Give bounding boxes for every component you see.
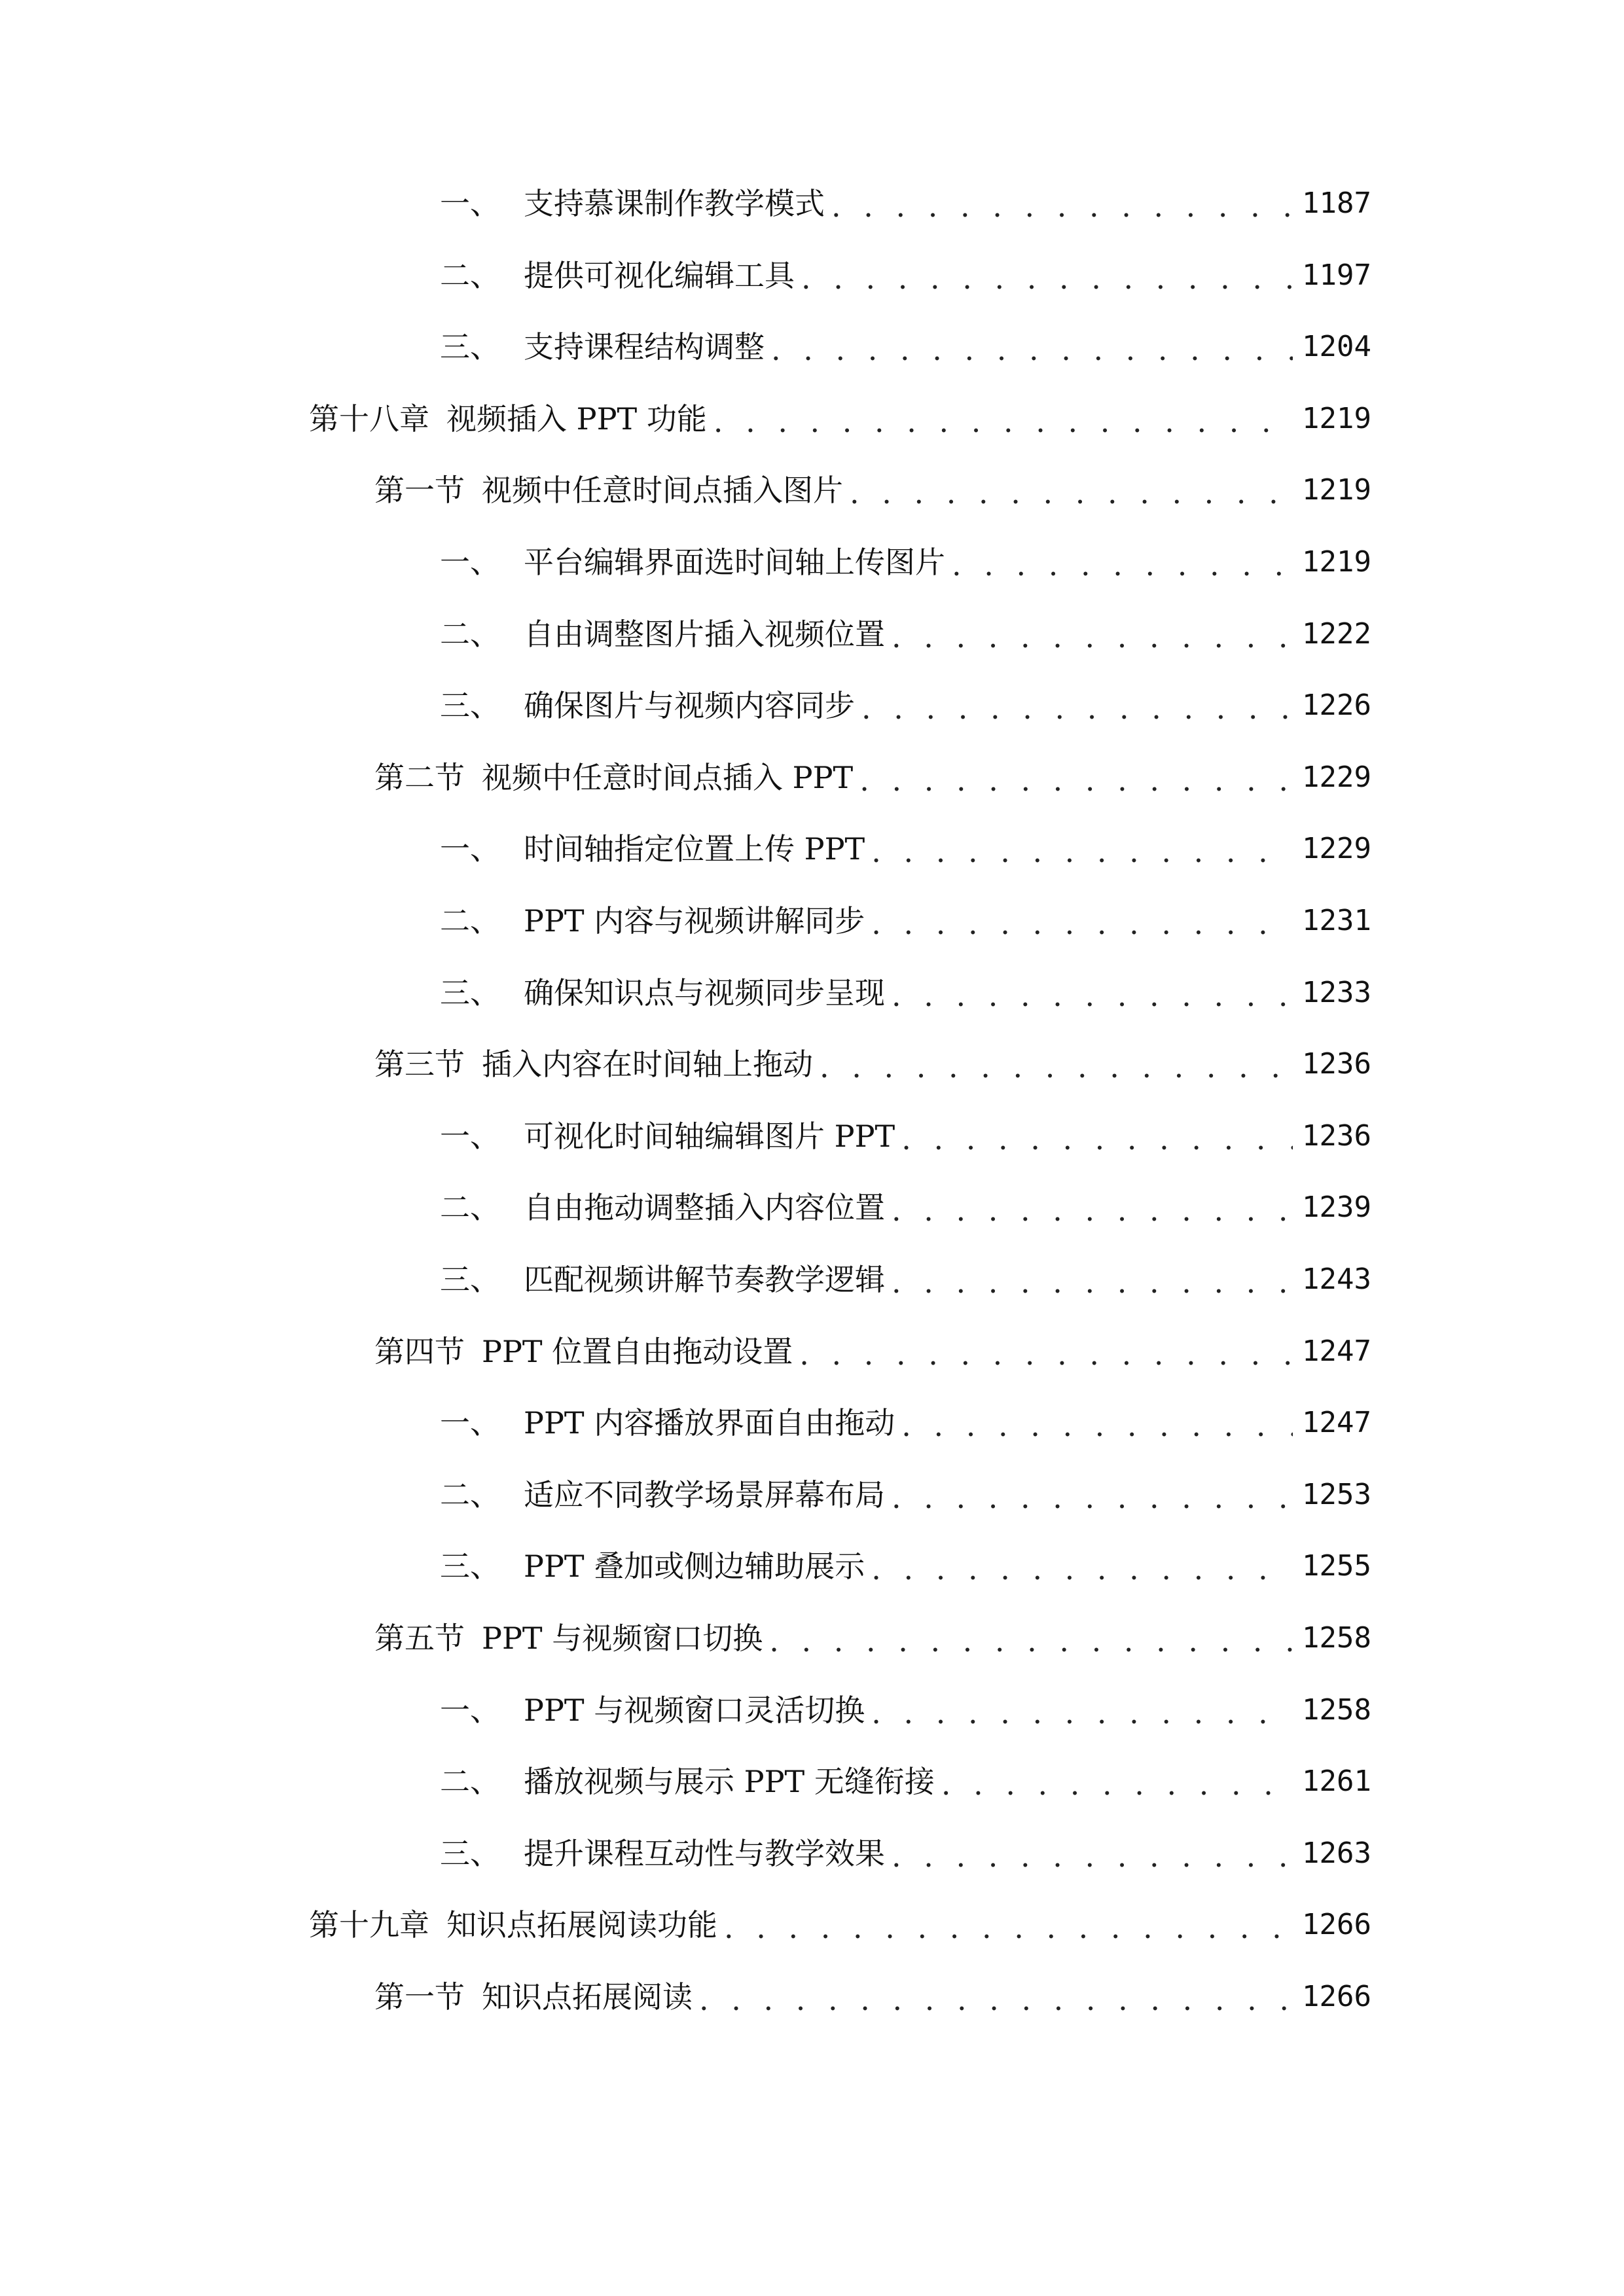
- toc-entry-section[interactable]: [0, 751, 1624, 804]
- toc-entry-number: 二、: [440, 1477, 500, 1513]
- toc-entry-number: 二、: [440, 1764, 500, 1800]
- toc-entry-title: 视频中任意时间点插入 PPT: [482, 759, 854, 795]
- dot-leader: [892, 1830, 1293, 1882]
- toc-entry-item[interactable]: [0, 608, 1624, 660]
- toc-entry-page-number: 1229: [1302, 832, 1371, 866]
- toc-entry-item[interactable]: [0, 1684, 1624, 1736]
- toc-entry-page-number: 1239: [1302, 1191, 1371, 1225]
- toc-entry-item[interactable]: [0, 1755, 1624, 1808]
- toc-entry-item[interactable]: [0, 321, 1624, 373]
- toc-entry-section[interactable]: [0, 1971, 1624, 2023]
- dot-leader: [892, 1256, 1293, 1308]
- toc-entry-page-number: 1236: [1302, 1047, 1371, 1081]
- toc-entry-page-number: 1233: [1302, 975, 1371, 1009]
- dot-leader: [941, 1758, 1293, 1810]
- toc-entry-number: 一、: [440, 831, 500, 867]
- dot-leader: [871, 1687, 1293, 1739]
- toc-entry-page-number: 1247: [1302, 1406, 1371, 1440]
- toc-entry-number: 第十九章: [309, 1907, 429, 1943]
- toc-entry-title: 可视化时间轴编辑图片 PPT: [524, 1118, 895, 1154]
- dot-leader: [713, 395, 1293, 448]
- toc-entry-number: 二、: [440, 1190, 500, 1226]
- toc-entry-item[interactable]: [0, 536, 1624, 588]
- toc-entry-page-number: 1255: [1302, 1549, 1371, 1583]
- toc-entry-page-number: 1261: [1302, 1765, 1371, 1799]
- dot-leader: [850, 467, 1293, 519]
- toc-entry-title: PPT 与视频窗口灵活切换: [524, 1692, 865, 1728]
- dot-leader: [859, 754, 1293, 806]
- dot-leader: [871, 1543, 1293, 1595]
- toc-entry-number: 第五节: [374, 1621, 465, 1656]
- toc-entry-page-number: 1266: [1302, 1980, 1371, 2013]
- toc-entry-item[interactable]: [0, 895, 1624, 947]
- dot-leader: [769, 1615, 1293, 1667]
- toc-entry-number: 第十八章: [309, 401, 429, 437]
- toc-entry-section[interactable]: [0, 464, 1624, 516]
- dot-leader: [901, 1399, 1293, 1452]
- toc-entry-title: PPT 内容与视频讲解同步: [524, 903, 865, 939]
- dot-leader: [871, 825, 1293, 878]
- toc-entry-title: PPT 内容播放界面自由拖动: [524, 1405, 895, 1441]
- toc-entry-item[interactable]: [0, 1540, 1624, 1592]
- dot-leader: [771, 323, 1293, 376]
- toc-entry-number: 二、: [440, 903, 500, 939]
- toc-entry-number: 第四节: [374, 1333, 465, 1369]
- toc-entry-page-number: 1222: [1302, 617, 1371, 651]
- toc-entry-item[interactable]: [0, 679, 1624, 732]
- dot-leader: [892, 1184, 1293, 1236]
- toc-entry-title: PPT 位置自由拖动设置: [482, 1333, 793, 1369]
- toc-entry-section[interactable]: [0, 1325, 1624, 1378]
- toc-entry-number: 三、: [440, 1835, 500, 1871]
- toc-entry-title: 视频插入 PPT 功能: [446, 401, 707, 437]
- dot-leader: [820, 1041, 1293, 1093]
- toc-entry-page-number: 1243: [1302, 1263, 1371, 1296]
- toc-entry-number: 二、: [440, 616, 500, 652]
- toc-entry-title: 时间轴指定位置上传 PPT: [524, 831, 865, 867]
- toc-entry-page-number: 1231: [1302, 904, 1371, 937]
- toc-entry-item[interactable]: [0, 1110, 1624, 1162]
- toc-entry-title: 确保知识点与视频同步呈现: [524, 975, 885, 1011]
- dot-leader: [892, 969, 1293, 1022]
- toc-entry-number: 三、: [440, 975, 500, 1011]
- toc-entry-number: 一、: [440, 545, 500, 580]
- toc-entry-page-number: 1197: [1302, 258, 1371, 292]
- toc-entry-title: 提供可视化编辑工具: [524, 257, 795, 293]
- toc-entry-title: 播放视频与展示 PPT 无缝衔接: [524, 1764, 935, 1800]
- toc-entry-page-number: 1266: [1302, 1908, 1371, 1942]
- toc-entry-page-number: 1219: [1302, 545, 1371, 579]
- toc-entry-number: 第一节: [374, 473, 465, 509]
- toc-entry-title: 知识点拓展阅读功能: [446, 1907, 717, 1943]
- dot-leader: [861, 682, 1293, 734]
- toc-entry-page-number: 1253: [1302, 1477, 1371, 1511]
- toc-entry-page-number: 1187: [1302, 187, 1371, 220]
- toc-entry-title: 视频中任意时间点插入图片: [482, 473, 843, 509]
- toc-entry-title: 支持慕课制作教学模式: [524, 186, 825, 221]
- toc-entry-title: 适应不同教学场景屏幕布局: [524, 1477, 885, 1513]
- toc-entry-title: 支持课程结构调整: [524, 329, 765, 365]
- toc-entry-number: 一、: [440, 1405, 500, 1441]
- dot-leader: [901, 1113, 1293, 1165]
- toc-entry-chapter[interactable]: [0, 393, 1624, 445]
- dot-leader: [892, 611, 1293, 663]
- toc-entry-item[interactable]: [0, 249, 1624, 302]
- toc-entry-item[interactable]: [0, 1827, 1624, 1880]
- toc-entry-number: 三、: [440, 1549, 500, 1585]
- toc-entry-item[interactable]: [0, 823, 1624, 875]
- toc-entry-page-number: 1263: [1302, 1836, 1371, 1870]
- toc-entry-item[interactable]: [0, 1469, 1624, 1521]
- toc-entry-title: 知识点拓展阅读: [482, 1979, 693, 2015]
- toc-entry-title: PPT 叠加或侧边辅助展示: [524, 1549, 865, 1585]
- toc-entry-title: 匹配视频讲解节奏教学逻辑: [524, 1262, 885, 1297]
- toc-entry-page-number: 1236: [1302, 1119, 1371, 1153]
- toc-entry-number: 三、: [440, 1262, 500, 1297]
- toc-entry-number: 第一节: [374, 1979, 465, 2015]
- toc-entry-number: 第三节: [374, 1047, 465, 1083]
- toc-entry-page-number: 1219: [1302, 473, 1371, 507]
- toc-entry-title: 插入内容在时间轴上拖动: [482, 1047, 813, 1083]
- dot-leader: [799, 1328, 1293, 1380]
- toc-entry-page-number: 1229: [1302, 760, 1371, 794]
- toc-entry-title: 自由拖动调整插入内容位置: [524, 1190, 885, 1226]
- toc-entry-section[interactable]: [0, 1612, 1624, 1664]
- dot-leader: [952, 539, 1293, 591]
- toc-entry-number: 一、: [440, 186, 500, 221]
- toc-entry-page-number: 1219: [1302, 401, 1371, 435]
- toc-entry-page-number: 1247: [1302, 1334, 1371, 1368]
- dot-leader: [724, 1901, 1293, 1954]
- toc-entry-number: 二、: [440, 257, 500, 293]
- toc-entry-number: 第二节: [374, 759, 465, 795]
- dot-leader: [871, 897, 1293, 950]
- toc-entry-page-number: 1258: [1302, 1621, 1371, 1655]
- toc-entry-page-number: 1226: [1302, 689, 1371, 723]
- toc-entry-title: 自由调整图片插入视频位置: [524, 616, 885, 652]
- dot-leader: [699, 1973, 1293, 2026]
- dot-leader: [801, 252, 1293, 304]
- toc-entry-number: 一、: [440, 1692, 500, 1728]
- toc-entry-item[interactable]: [0, 1181, 1624, 1234]
- dot-leader: [831, 180, 1293, 232]
- toc-entry-chapter[interactable]: [0, 1899, 1624, 1951]
- toc-entry-title: 提升课程互动性与教学效果: [524, 1835, 885, 1871]
- dot-leader: [892, 1471, 1293, 1524]
- toc-entry-item[interactable]: [0, 177, 1624, 230]
- toc-entry-page-number: 1204: [1302, 330, 1371, 364]
- toc-entry-title: 确保图片与视频内容同步: [524, 688, 855, 724]
- toc-entry-number: 三、: [440, 329, 500, 365]
- toc-entry-item[interactable]: [0, 1397, 1624, 1449]
- toc-entry-title: 平台编辑界面选时间轴上传图片: [524, 545, 945, 580]
- toc-entry-item[interactable]: [0, 967, 1624, 1019]
- toc-entry-section[interactable]: [0, 1038, 1624, 1090]
- toc-entry-title: PPT 与视频窗口切换: [482, 1621, 763, 1656]
- toc-entry-page-number: 1258: [1302, 1693, 1371, 1727]
- toc-entry-number: 三、: [440, 688, 500, 724]
- toc-entry-number: 一、: [440, 1118, 500, 1154]
- toc-entry-item[interactable]: [0, 1253, 1624, 1306]
